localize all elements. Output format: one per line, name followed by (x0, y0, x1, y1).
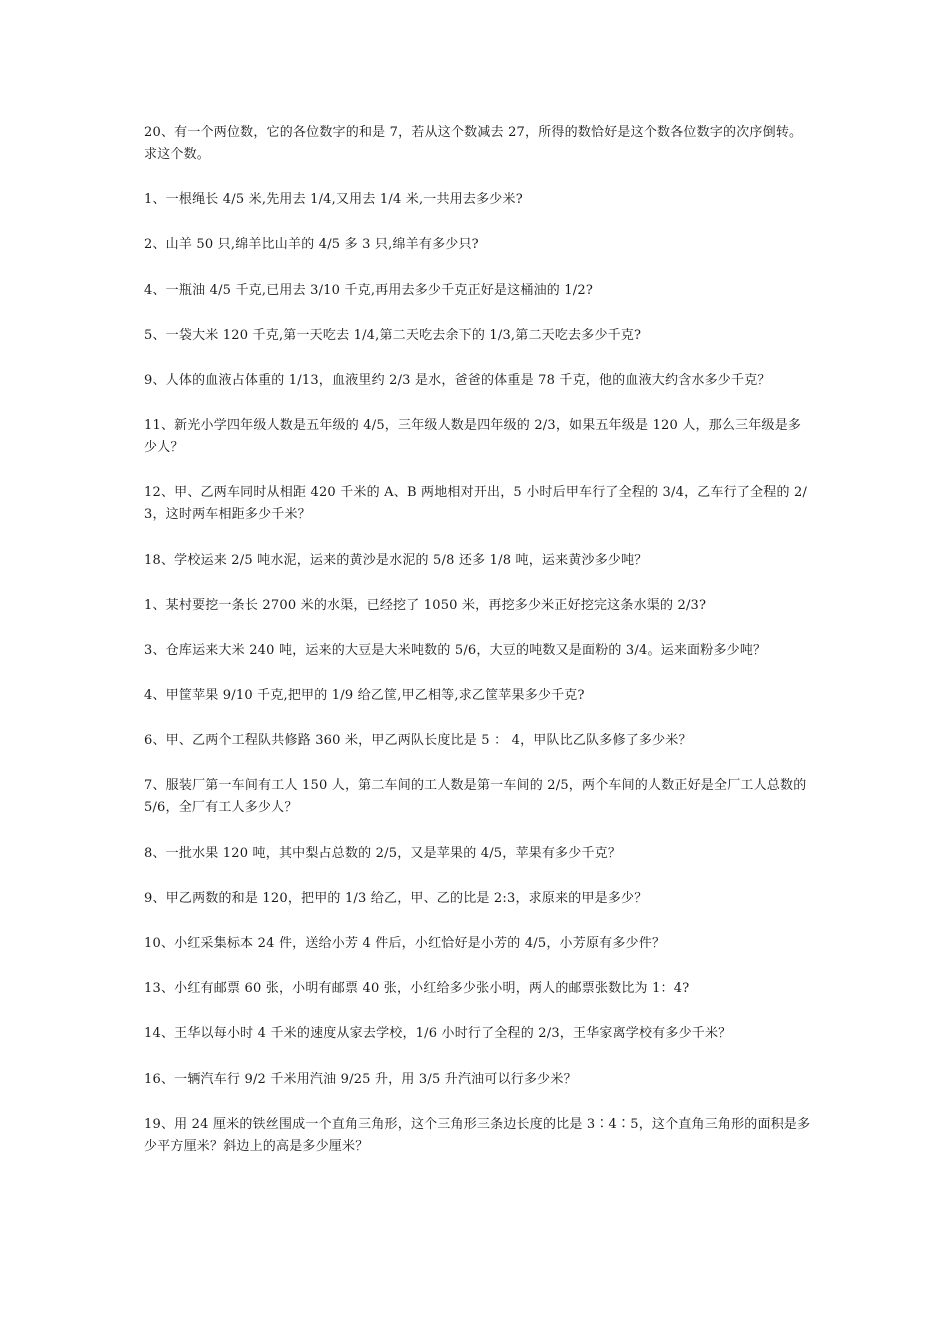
problem-item: 4、甲筐苹果 9/10 千克,把甲的 1/9 给乙筐,甲乙相等,求乙筐苹果多少千克? (144, 688, 585, 704)
problem-item: 8、一批水果 120 吨，其中梨占总数的 2/5，又是苹果的 4/5，苹果有多少千克？ (144, 845, 622, 861)
problem-item: 9、人体的血液占体重的 1/13，血液里约 2/3 是水，爸爸的体重是 78 千克，他的血液大约含水多少千克？ (144, 372, 771, 388)
problem-item: 13、小红有邮票 60 张，小明有邮票 40 张，小红给多少张小明，两人的邮票张数比为 1：4? (144, 981, 690, 997)
problem-item: 10、小红采集标本 24 件，送给小芳 4 件后，小红恰好是小芳的 4/5，小芳原有多少件？ (144, 936, 666, 951)
problem-item: 12、甲、乙两车同时从相距 420 千米的 A、B 两地相对开出，5 小时后甲车行了全程的 3/4，乙车行了全程的 2/3，这时两车相距多少千米？ (144, 485, 808, 523)
problem-item: 1、一根绳长 4/5 米,先用去 1/4,又用去 1/4 米,一共用去多少米? (144, 192, 523, 208)
problem-item: 4、一瓶油 4/5 千克,已用去 3/10 千克,再用去多少千克正好是这桶油的 1/2? (144, 282, 594, 298)
problem-item: 2、山羊 50 只,绵羊比山羊的 4/5 多 3 只,绵羊有多少只? (144, 237, 479, 253)
problem-item: 7、服装厂第一车间有工人 150 人，第二车间的工人数是第一车间的 2/5，两个车间的人数正好是全厂工人总数的 5/6，全厂有工人多少人？ (144, 778, 807, 816)
problem-item: 16、一辆汽车行 9/2 千米用汽油 9/25 升，用 3/5 升汽油可以行多少米？ (144, 1071, 577, 1087)
problem-item: 9、甲乙两数的和是 120，把甲的 1/3 给乙，甲、乙的比是 2:3，求原来的甲是多少？ (144, 890, 648, 906)
problem-item: 6、甲、乙两个工程队共修路 360 米，甲乙两队长度比是 5 ： 4，甲队比乙队多修了多少米？ (144, 733, 692, 749)
problem-item: 3、仓库运来大米 240 吨，运来的大豆是大米吨数的 5/6，大豆的吨数又是面粉的 3/4。运来面粉多少吨？ (144, 642, 767, 658)
problem-list (144, 122, 814, 1181)
problem-item: 14、王华以每小时 4 千米的速度从家去学校，1/6 小时行了全程的 2/3，王华家离学校有多少千米？ (144, 1026, 732, 1042)
problem-item: 11、新光小学四年级人数是五年级的 4/5，三年级人数是四年级的 2/3，如果五年级是 120 人，那么三年级是多少人？ (144, 418, 802, 456)
problem-item: 19、用 24 厘米的铁丝围成一个直角三角形，这个三角形三条边长度的比是 3∶4∶5，这个直角三角形的面积是多少平方厘米？斜边上的高是多少厘米？ (144, 1116, 811, 1154)
problem-item: 1、某村要挖一条长 2700 米的水渠，已经挖了 1050 米，再挖多少米正好挖完这条水渠的 2/3? (144, 597, 707, 613)
problem-item: 20、有一个两位数，它的各位数字的和是 7，若从这个数减去 27，所得的数恰好是这个数各位数字的次序倒转。求这个数。 (144, 125, 803, 162)
problem-item: 18、学校运来 2/5 吨水泥，运来的黄沙是水泥的 5/8 还多 1/8 吨，运来黄沙多少吨？ (144, 552, 648, 568)
problem-item: 5、一袋大米 120 千克,第一天吃去 1/4,第二天吃去余下的 1/3,第二天吃去多少千克? (144, 327, 642, 343)
